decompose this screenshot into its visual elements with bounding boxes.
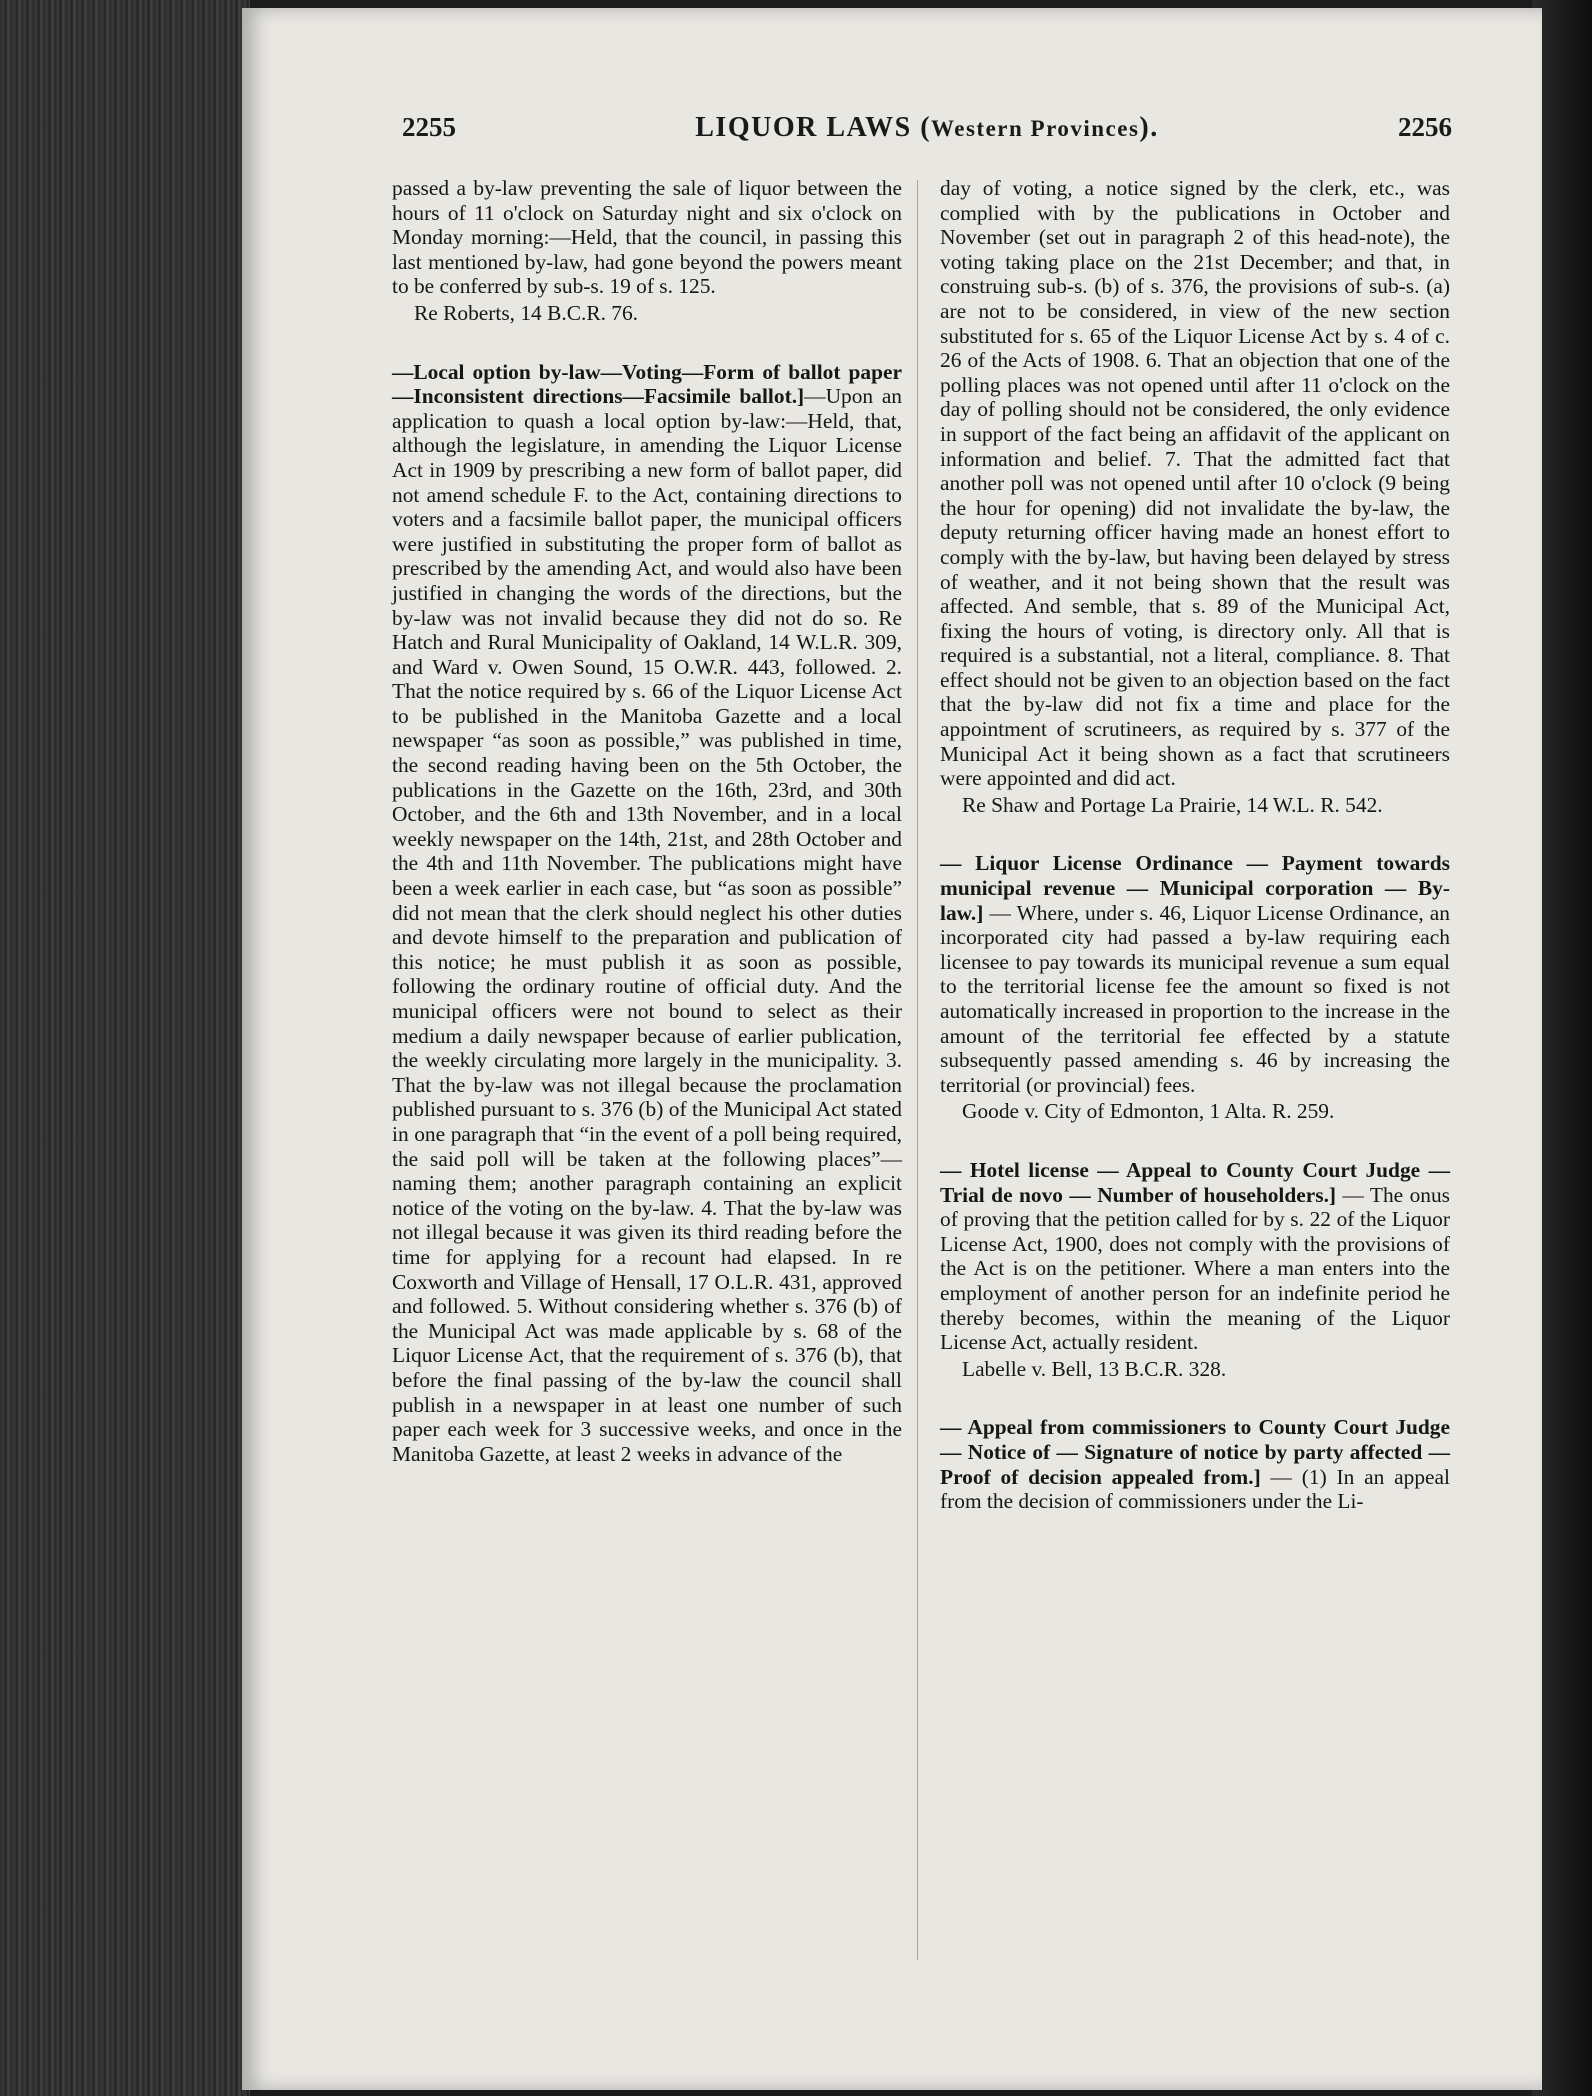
paragraph-body: —Upon an application to quash a local option by-law:—Held, that, although the legislature, in amending the Liquor License Act in 1909 by prescribing a new form of ballot paper, did not amend schedule F. to the Act, containing directions to voters and a facsimile ballot paper, the municipal officers were justified in substituting the proper form of ballot as prescribed by the amending Act, and would also have been justified in changing the words of the directions, but the by-law was not invalid because they did not do so. Re Hatch and Rural Municipality of Oakland, 14 W.L.R. 309, and Ward v. Owen Sound, 15 O.W.R. 443, followed. 2. That the notice required by s. 66 of the Liquor License Act to be published in the Manitoba Gazette and a local newspaper “as soon as possible,” was published in time, the second reading having been on the 5th October, the publications in the Gazette on the 16th, 23rd, and 30th October, and the 6th and 13th November, and in a local weekly newspaper on the 14th, 21st, and 28th October and the 4th and 11th November. The publications might have been a week earlier in each case, but “as soon as possible” did not mean that the clerk should neglect his other duties and devote himself to the preparation and publication of this notice; he must publish it as soon as possible, following the ordinary routine of official duty. And the municipal officers were not bound to select as their medium a daily newspaper because of earlier publication, the weekly circulating more largely in the municipality. 3. That the by-law was not illegal because the proclamation published pursuant to s. 376 (b) of the Municipal Act stated in one paragraph that “in the event of a poll being required, the said poll will be taken at the following places”—naming them; another paragraph containing an explicit notice of the voting on the by-law. 4. That the by-law was not illegal because it was given its third reading before the time for applying for a recount had elapsed. In re Coxworth and Village of Hensall, 17 O.L.R. 431, approved and followed. 5. Without considering whether s. 376 (b) of the Municipal Act was made applicable by s. 68 of the Liquor License Act, that the requirement of s. 376 (b), that before the final passing of the by-law the council shall publish in a newspaper in at least one number of such paper each week for 3 successive weeks, and once in the Manitoba Gazette, at least 2 weeks in advance of the bbox=[392, 384, 903, 1466]
paragraph bbox=[940, 851, 1450, 1124]
paragraph bbox=[940, 1415, 1450, 1513]
paragraph bbox=[940, 1158, 1450, 1381]
running-title bbox=[695, 112, 1159, 144]
paragraph-heading: —Local option by-law—Voting—Form of ballot paper—Inconsistent directions—Facsimile ballot.] bbox=[392, 359, 902, 409]
paragraph-body: — The onus of proving that the petition called for by s. 22 of the Liquor License Act, 1900, does not comply with the provisions of the Act is on the petitioner. Where a man enters into the employment of another person for an indefinite period he thereby becomes, within the meaning of the Liquor License Act, actually resident. bbox=[940, 1182, 1450, 1355]
paragraph-heading: — Appeal from commissioners to County Court Judge — Notice of — Signature of notice by party affected — Proof of decision appealed from.] bbox=[940, 1415, 1450, 1489]
left-page-number: 2255 bbox=[402, 112, 456, 142]
paragraph bbox=[940, 176, 1450, 817]
paragraph-heading: — Hotel license — Appeal to County Court Judge — Trial de novo — Number of householders.] bbox=[940, 1157, 1450, 1207]
right-column bbox=[940, 176, 1450, 1514]
paragraph-body: — Where, under s. 46, Liquor License Ordinance, an incorporated city had passed a by-law requiring each licensee to pay towards its municipal revenue a sum equal to the territorial license fee the amount so fixed is not automatically increased in proportion to the increase in the amount of the territorial fee effected by a statute subsequently passed amending s. 46 by increasing the territorial (or provincial) fees. bbox=[940, 900, 1450, 1097]
running-title-end: ). bbox=[1139, 112, 1159, 143]
book-page bbox=[242, 8, 1542, 2090]
right-page-number: 2256 bbox=[1398, 112, 1452, 142]
case-citation: Re Shaw and Portage La Prairie, 14 W.L. R. 542. bbox=[962, 792, 1383, 817]
page-header bbox=[402, 112, 1452, 144]
paragraph-body: passed a by-law preventing the sale of liquor between the hours of 11 o'clock on Saturday night and six o'clock on Monday morning:—Held, that the council, in passing this last mentioned by-law, had gone beyond the powers meant to be conferred by sub-s. 19 of s. 125. bbox=[392, 176, 902, 299]
book-page-edges bbox=[0, 0, 250, 2096]
paragraph-body: — (1) In an appeal from the decision of commissioners under the Li- bbox=[940, 1464, 1450, 1514]
running-title-smallcaps: Western Provinces bbox=[931, 116, 1140, 141]
column-divider bbox=[917, 180, 918, 1960]
paragraph bbox=[392, 176, 902, 326]
paragraph-heading: — Liquor License Ordinance — Payment towards municipal revenue — Municipal corporation — By-law.] bbox=[940, 851, 1450, 925]
left-column bbox=[392, 176, 902, 1466]
case-citation: Re Roberts, 14 B.C.R. 76. bbox=[414, 300, 639, 325]
paragraph bbox=[392, 360, 902, 1467]
running-title-main: LIQUOR LAWS ( bbox=[695, 112, 932, 143]
case-citation: Labelle v. Bell, 13 B.C.R. 328. bbox=[962, 1356, 1227, 1381]
case-citation: Goode v. City of Edmonton, 1 Alta. R. 259. bbox=[962, 1099, 1335, 1124]
paragraph-body: day of voting, a notice signed by the clerk, etc., was complied with by the publications in October and November (set out in paragraph 2 of this head-note), the voting taking place on the 21st December; and that, in construing sub-s. (b) of s. 376, the provisions of sub-s. (a) are not to be considered, in view of the new section substituted for s. 65 of the Liquor License Act by s. 4 of c. 26 of the Acts of 1908. 6. That an objection that one of the polling places was not opened until after 11 o'clock on the day of polling should not be considered, the only evidence in support of the fact being an affidavit of the applicant on information and belief. 7. That the admitted fact that another poll was not opened until after 10 o'clock (9 being the hour for opening) did not invalidate the by-law, the deputy returning officer having made an honest effort to comply with the by-law, but having been delayed by stress of weather, and it not being shown that the result was affected. And semble, that s. 89 of the Municipal Act, fixing the hours of voting, is directory only. All that is required is a substantial, not a literal, compliance. 8. That effect should not be given to an objection based on the fact that the by-law did not fix a time and place for the appointment of scrutineers, as required by s. 377 of the Municipal Act it being shown as a fact that scrutineers were appointed and did act. bbox=[940, 176, 1450, 791]
